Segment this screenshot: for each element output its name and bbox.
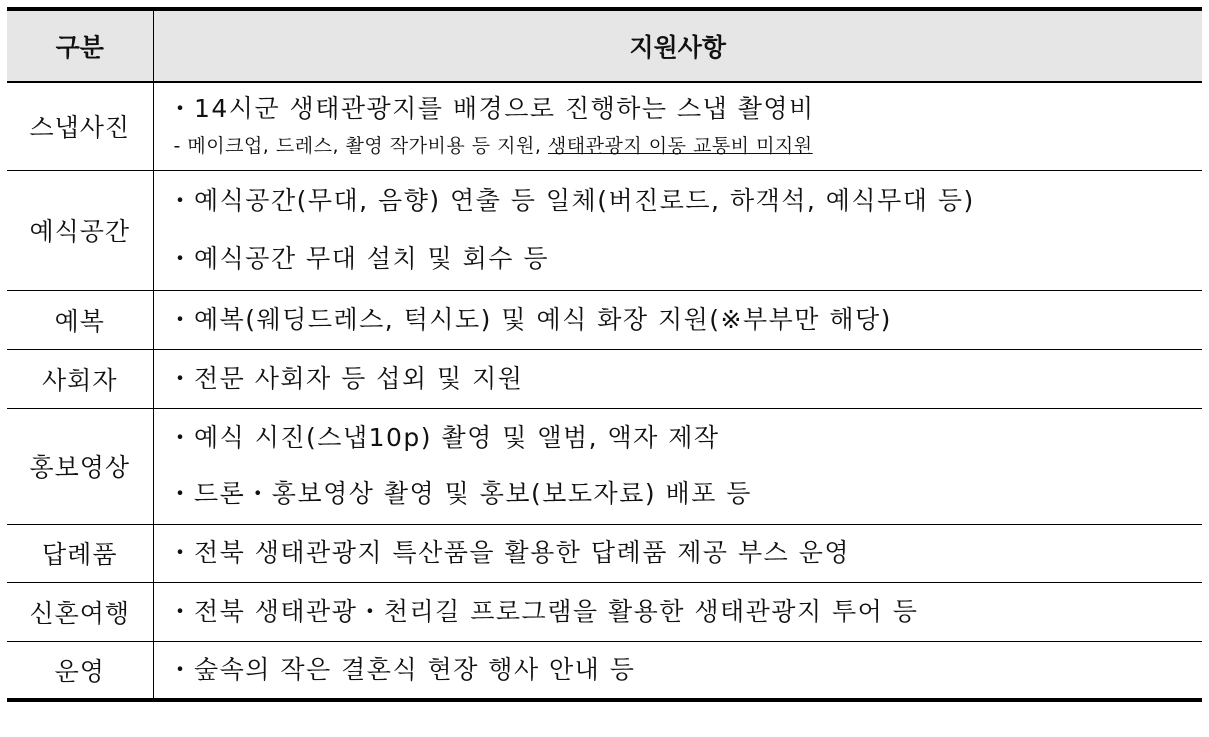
row-category: 운영 [7,641,153,700]
description-line: ・예식공간(무대, 음향) 연출 등 일체(버진로드, 하객석, 예식무대 등) [167,186,975,215]
row-description [153,524,1202,582]
note-text: - 메이크업, 드레스, 촬영 작가비용 등 지원, [173,135,548,158]
row-category: 신혼여행 [7,582,153,641]
table-row [7,82,1202,170]
row-description [153,408,1202,524]
table-row [7,524,1202,582]
row-description [153,641,1202,700]
row-category: 예식공간 [7,170,153,290]
table-row [7,290,1202,349]
header-support: 지원사항 [153,9,1202,82]
note-underlined: 생태관광지 이동 교통비 미지원 [547,135,813,158]
support-table [7,7,1202,702]
row-category: 스냅사진 [7,82,153,170]
table-row [7,349,1202,408]
row-category: 예복 [7,290,153,349]
description-line: ・드론・홍보영상 촬영 및 홍보(보도자료) 배포 등 [167,479,752,508]
row-description [153,170,1202,290]
description-line: ・14시군 생태관광지를 배경으로 진행하는 스냅 촬영비 [167,94,815,124]
row-description [153,582,1202,641]
description-line: ・예복(웨딩드레스, 턱시도) 및 예식 화장 지원(※부부만 해당) [167,304,892,334]
row-description [153,349,1202,408]
table-row [7,582,1202,641]
table-row [7,408,1202,524]
row-description [153,82,1202,170]
description-line: ・전북 생태관광지 특산품을 활용한 답례품 제공 부스 운영 [167,538,851,567]
table-row [7,641,1202,700]
description-note [168,131,1203,165]
header-row [7,9,1202,82]
description-line: ・전북 생태관광・천리길 프로그램을 활용한 생태관광지 투어 등 [167,596,919,626]
row-category: 사회자 [7,349,153,408]
row-category: 홍보영상 [7,408,153,524]
description-line: ・숲속의 작은 결혼식 현장 행사 안내 등 [167,654,636,684]
row-category: 답례품 [7,524,153,582]
description-line: ・예식공간 무대 설치 및 회수 등 [167,244,550,273]
row-description [153,290,1202,349]
description-line: ・전문 사회자 등 섭외 및 지원 [167,363,524,393]
table-row [7,170,1202,290]
header-category: 구분 [7,9,153,82]
description-line: ・예식 시진(스냅10p) 촬영 및 앨범, 액자 제작 [167,423,720,452]
